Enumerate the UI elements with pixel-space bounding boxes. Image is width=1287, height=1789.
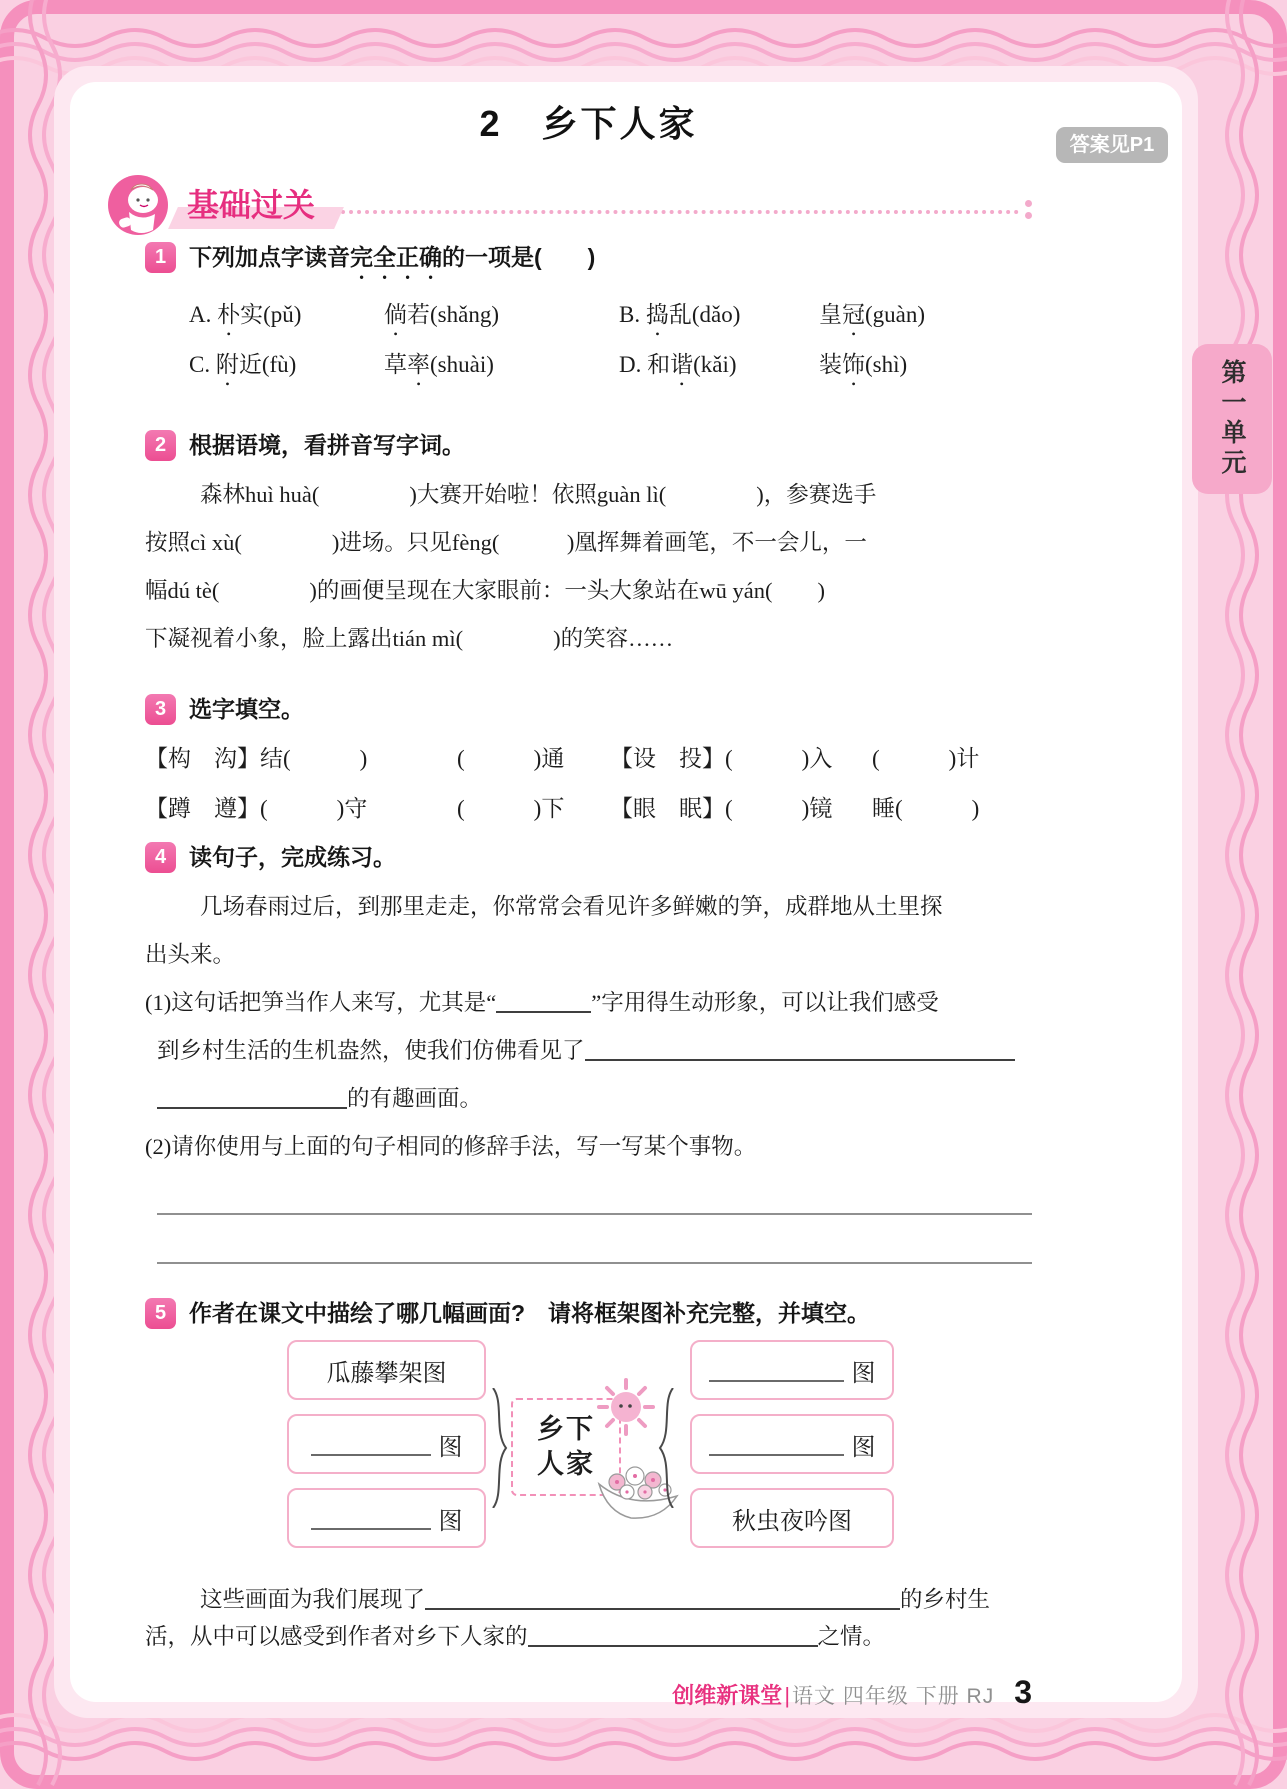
- question-3-title: 选字填空。: [189, 696, 304, 722]
- footer-separator: |: [784, 1683, 791, 1708]
- diagram-box-right-3: 秋虫夜吟图: [690, 1488, 894, 1548]
- fill-blank: [496, 989, 591, 1013]
- question-2-number: 2: [145, 430, 176, 461]
- q4-sub1-line-3: 的有趣画面。: [145, 1084, 1032, 1114]
- question-1-options-cd: [145, 350, 1032, 391]
- option-c2: 草率(shuài): [384, 352, 494, 377]
- sun-icon: [595, 1376, 657, 1438]
- section-header: [145, 170, 1032, 240]
- option-a2: 倘若(shǎng): [384, 302, 499, 327]
- question-1: [145, 242, 1032, 284]
- page-number: 3: [1014, 1674, 1032, 1710]
- option-c1: C. 附近(fù): [189, 352, 297, 377]
- q4-sub1-line-2: 到乡村生活的生机盎然，使我们仿佛看见了: [145, 1036, 1032, 1066]
- fill-blank: [311, 1506, 431, 1530]
- question-3-number: 3: [145, 694, 176, 725]
- section-title: 基础过关: [177, 185, 325, 225]
- q4-sub1-line-1: (1)这句话把笋当作人来写，尤其是“ ”字用得生动形象，可以让我们感受: [145, 990, 939, 1015]
- page-content: [70, 82, 1182, 1710]
- q2-line-1: 森林huì huà( )大赛开始啦！依照guàn lì( )，参赛选手: [200, 482, 877, 507]
- q5-tail-line-1: 这些画面为我们展现了 的乡村生: [200, 1587, 991, 1612]
- option-d1: D. 和谐(kǎi): [619, 352, 737, 377]
- question-2-title: 根据语境，看拼音写字词。: [189, 432, 465, 458]
- emphasized-text: 完全正确: [350, 244, 442, 270]
- q2-line-4: 下凝视着小象，脸上露出tián mì( )的笑容……: [145, 626, 674, 651]
- question-4-title: 读句子，完成练习。: [189, 844, 396, 870]
- diagram-center-box: 乡下 人家: [511, 1398, 621, 1496]
- fill-blank: [709, 1358, 844, 1382]
- diagram-box-right-1: 图: [690, 1340, 894, 1400]
- fill-blank: [585, 1037, 1015, 1061]
- diagram-box-left-2: 图: [287, 1414, 486, 1474]
- q3-row-1: 【构 沟】结( ) ( )通 【设 投】( )入 ( )计: [145, 746, 980, 771]
- diagram-box-right-2: 图: [690, 1414, 894, 1474]
- frame-diagram: [145, 1332, 1032, 1562]
- fill-blank: [709, 1432, 844, 1456]
- fill-blank: [157, 1085, 347, 1109]
- fill-blank: [528, 1623, 818, 1647]
- dotted-divider: [341, 210, 1019, 214]
- option-a1: A. 朴实(pǔ): [189, 302, 302, 327]
- question-5-title: 作者在课文中描绘了哪几幅画面? 请将框架图补充完整，并填空。: [189, 1300, 871, 1326]
- question-1-stem: 下列加点字读音完全正确的一项是( ): [189, 244, 596, 270]
- answer-writing-line: [157, 1226, 1032, 1264]
- page-title: 2 乡下人家: [479, 103, 698, 144]
- option-b1: B. 捣乱(dǎo): [619, 302, 741, 327]
- left-curly-brace: [489, 1388, 509, 1508]
- mascot-girl-icon: [107, 174, 169, 236]
- fill-blank: [311, 1432, 431, 1456]
- footer-book-info: 语文 四年级 下册 RJ: [792, 1685, 995, 1708]
- unit-tab: 第一单元: [1192, 344, 1272, 494]
- q3-row-2: 【蹲 遵】( )守 ( )下 【眼 眠】( )镜 睡( ): [145, 796, 980, 821]
- page-footer: [145, 1674, 1032, 1711]
- question-2: [145, 430, 1032, 461]
- q4-quote-line-1: 几场春雨过后，到那里走走，你常常会看见许多鲜嫩的笋，成群地从土里探: [200, 894, 943, 919]
- diagram-box-left-1: 瓜藤攀架图: [287, 1340, 486, 1400]
- fill-blank: [425, 1586, 900, 1610]
- answer-reference-badge: 答案见P1: [1056, 127, 1168, 163]
- question-4-number: 4: [145, 842, 176, 873]
- footer-brand: 创维新课堂: [672, 1683, 783, 1708]
- answer-writing-line: [157, 1177, 1032, 1215]
- q2-line-3: 幅dú tè( )的画便呈现在大家眼前：一头大象站在wū yán( ): [145, 578, 825, 603]
- question-1-options-ab: [145, 300, 1032, 341]
- diagram-box-left-3: 图: [287, 1488, 486, 1548]
- question-5-number: 5: [145, 1298, 176, 1329]
- q2-line-2: 按照cì xù( )进场。只见fèng( )凰挥舞着画笔，不一会儿，一: [145, 530, 867, 555]
- q5-tail-line-2: 活，从中可以感受到作者对乡下人家的 之情。: [145, 1624, 886, 1649]
- question-1-number: 1: [145, 242, 176, 273]
- option-d2: 装饰(shì): [819, 352, 908, 377]
- q4-quote-line-2: 出头来。: [145, 942, 236, 967]
- question-4: [145, 842, 1032, 873]
- option-b2: 皇冠(guàn): [819, 302, 926, 327]
- q4-sub2: (2)请你使用与上面的句子相同的修辞手法，写一写某个事物。: [145, 1134, 757, 1159]
- divider-end-dots: [1025, 200, 1032, 219]
- question-5: [145, 1298, 1032, 1329]
- right-curly-brace: [657, 1388, 677, 1508]
- question-3: [145, 694, 1032, 725]
